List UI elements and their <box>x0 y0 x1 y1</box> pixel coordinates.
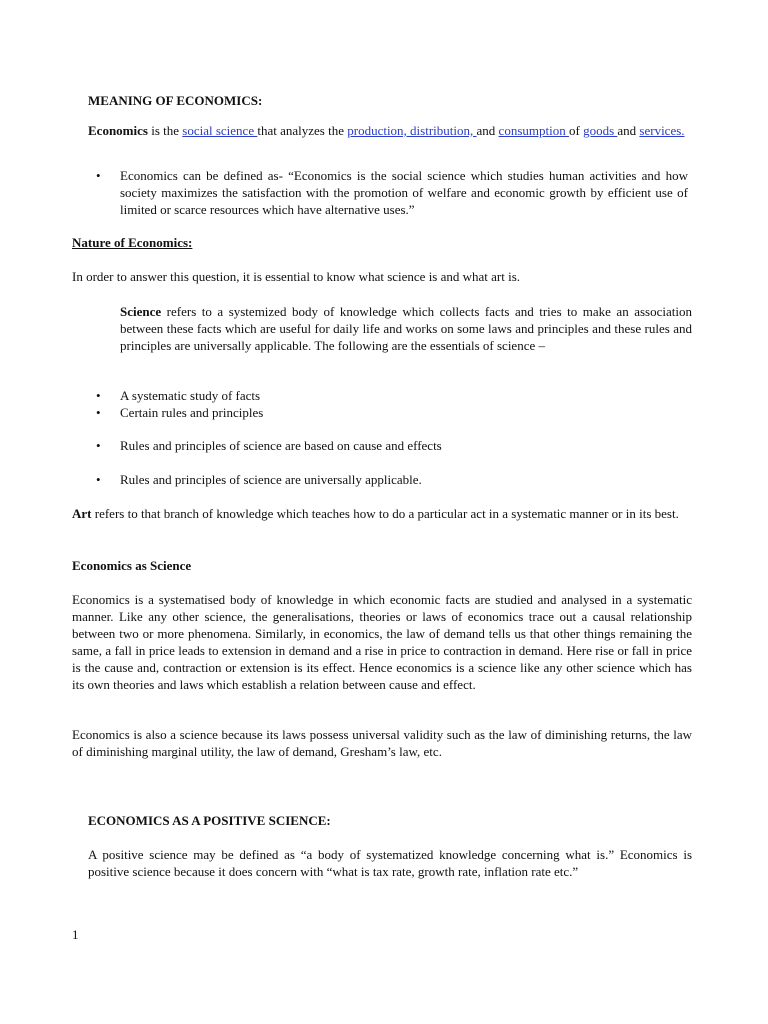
bullet-icon: • <box>96 388 101 403</box>
essential-item-text: A systematic study of facts <box>120 388 261 403</box>
list-item <box>92 437 692 454</box>
heading-economics-as-science: Economics as Science <box>72 558 192 573</box>
link-services[interactable]: services. <box>639 123 685 138</box>
bullet-icon: • <box>96 168 101 183</box>
link-goods[interactable]: goods <box>583 123 618 138</box>
definition-bullet-list <box>92 167 688 218</box>
definition-text-5: and <box>617 123 640 138</box>
art-paragraph <box>72 505 692 522</box>
list-item <box>92 404 692 421</box>
bullet-icon: • <box>96 405 101 420</box>
science-text: refers to a systemized body of knowledge which collects facts and tries to make an association between these facts which are useful for daily life and works on some laws and principles and these rules and principles are universally applicable. The following are the essentials of science – <box>120 304 692 353</box>
heading-meaning-of-economics: MEANING OF ECONOMICS: <box>88 93 263 108</box>
page-number: 1 <box>72 927 79 942</box>
list-item <box>92 387 692 404</box>
link-consumption[interactable]: consumption <box>498 123 569 138</box>
heading-positive-science: ECONOMICS AS A POSITIVE SCIENCE: <box>88 813 331 828</box>
list-item <box>92 471 692 488</box>
bullet-definition-text: Economics can be defined as- “Economics is the social science which studies human activities and how society maximizes the satisfaction with the promotion of welfare and economic growth by efficient use of limited or scarce resources which have alternative uses.” <box>120 168 688 217</box>
essential-item-text: Rules and principles of science are universally applicable. <box>120 472 422 487</box>
essential-item-text: Certain rules and principles <box>120 405 264 420</box>
link-social-science[interactable]: social science <box>182 123 258 138</box>
heading-nature-of-economics: Nature of Economics: <box>72 235 193 250</box>
economics-definition <box>88 122 688 139</box>
essentials-list <box>92 387 692 488</box>
intro-paragraph: In order to answer this question, it is essential to know what science is and what art is. <box>72 269 521 284</box>
term-economics: Economics <box>88 123 148 138</box>
term-art: Art <box>72 506 92 521</box>
term-science: Science <box>120 304 162 319</box>
essential-item-text: Rules and principles of science are based on cause and effects <box>120 438 442 453</box>
science-explanation-paragraph: Economics is a systematised body of knowledge in which economic facts are studied and analysed in a systematic manner. Like any other science, the generalisations, theories or laws of economics trace out a causal relationship between two or more phenomena. Similarly, in economics, the law of demand tells us that other things remaining the same, a fall in price leads to extension in demand and a rise in price to contraction in demand. Here rise or fall in price is the cause and, contraction or extension is its effect. Hence economics is a science like any other science which has its own theories and laws which establish a relation between cause and effect. <box>72 592 692 692</box>
bullet-icon: • <box>96 472 101 487</box>
definition-text-2: that analyzes the <box>257 123 348 138</box>
universal-validity-paragraph: Economics is also a science because its laws possess universal validity such as the law of diminishing returns, the law of diminishing marginal utility, the law of demand, Gresham’s law, etc. <box>72 727 692 759</box>
link-production-distribution[interactable]: production, distribution, <box>347 123 477 138</box>
art-text: refers to that branch of knowledge which teaches how to do a particular act in a systematic manner or in its best. <box>91 506 679 521</box>
list-item <box>92 167 688 218</box>
definition-text-3: and <box>476 123 499 138</box>
definition-text-4: of <box>568 123 584 138</box>
definition-text-1: is the <box>147 123 183 138</box>
bullet-icon: • <box>96 438 101 453</box>
science-paragraph <box>120 303 692 354</box>
positive-science-paragraph: A positive science may be defined as “a body of systematized knowledge concerning what is.” Economics is positive science because it does concern with “what is tax rate, growth rate, inflation rate etc.” <box>88 847 692 879</box>
